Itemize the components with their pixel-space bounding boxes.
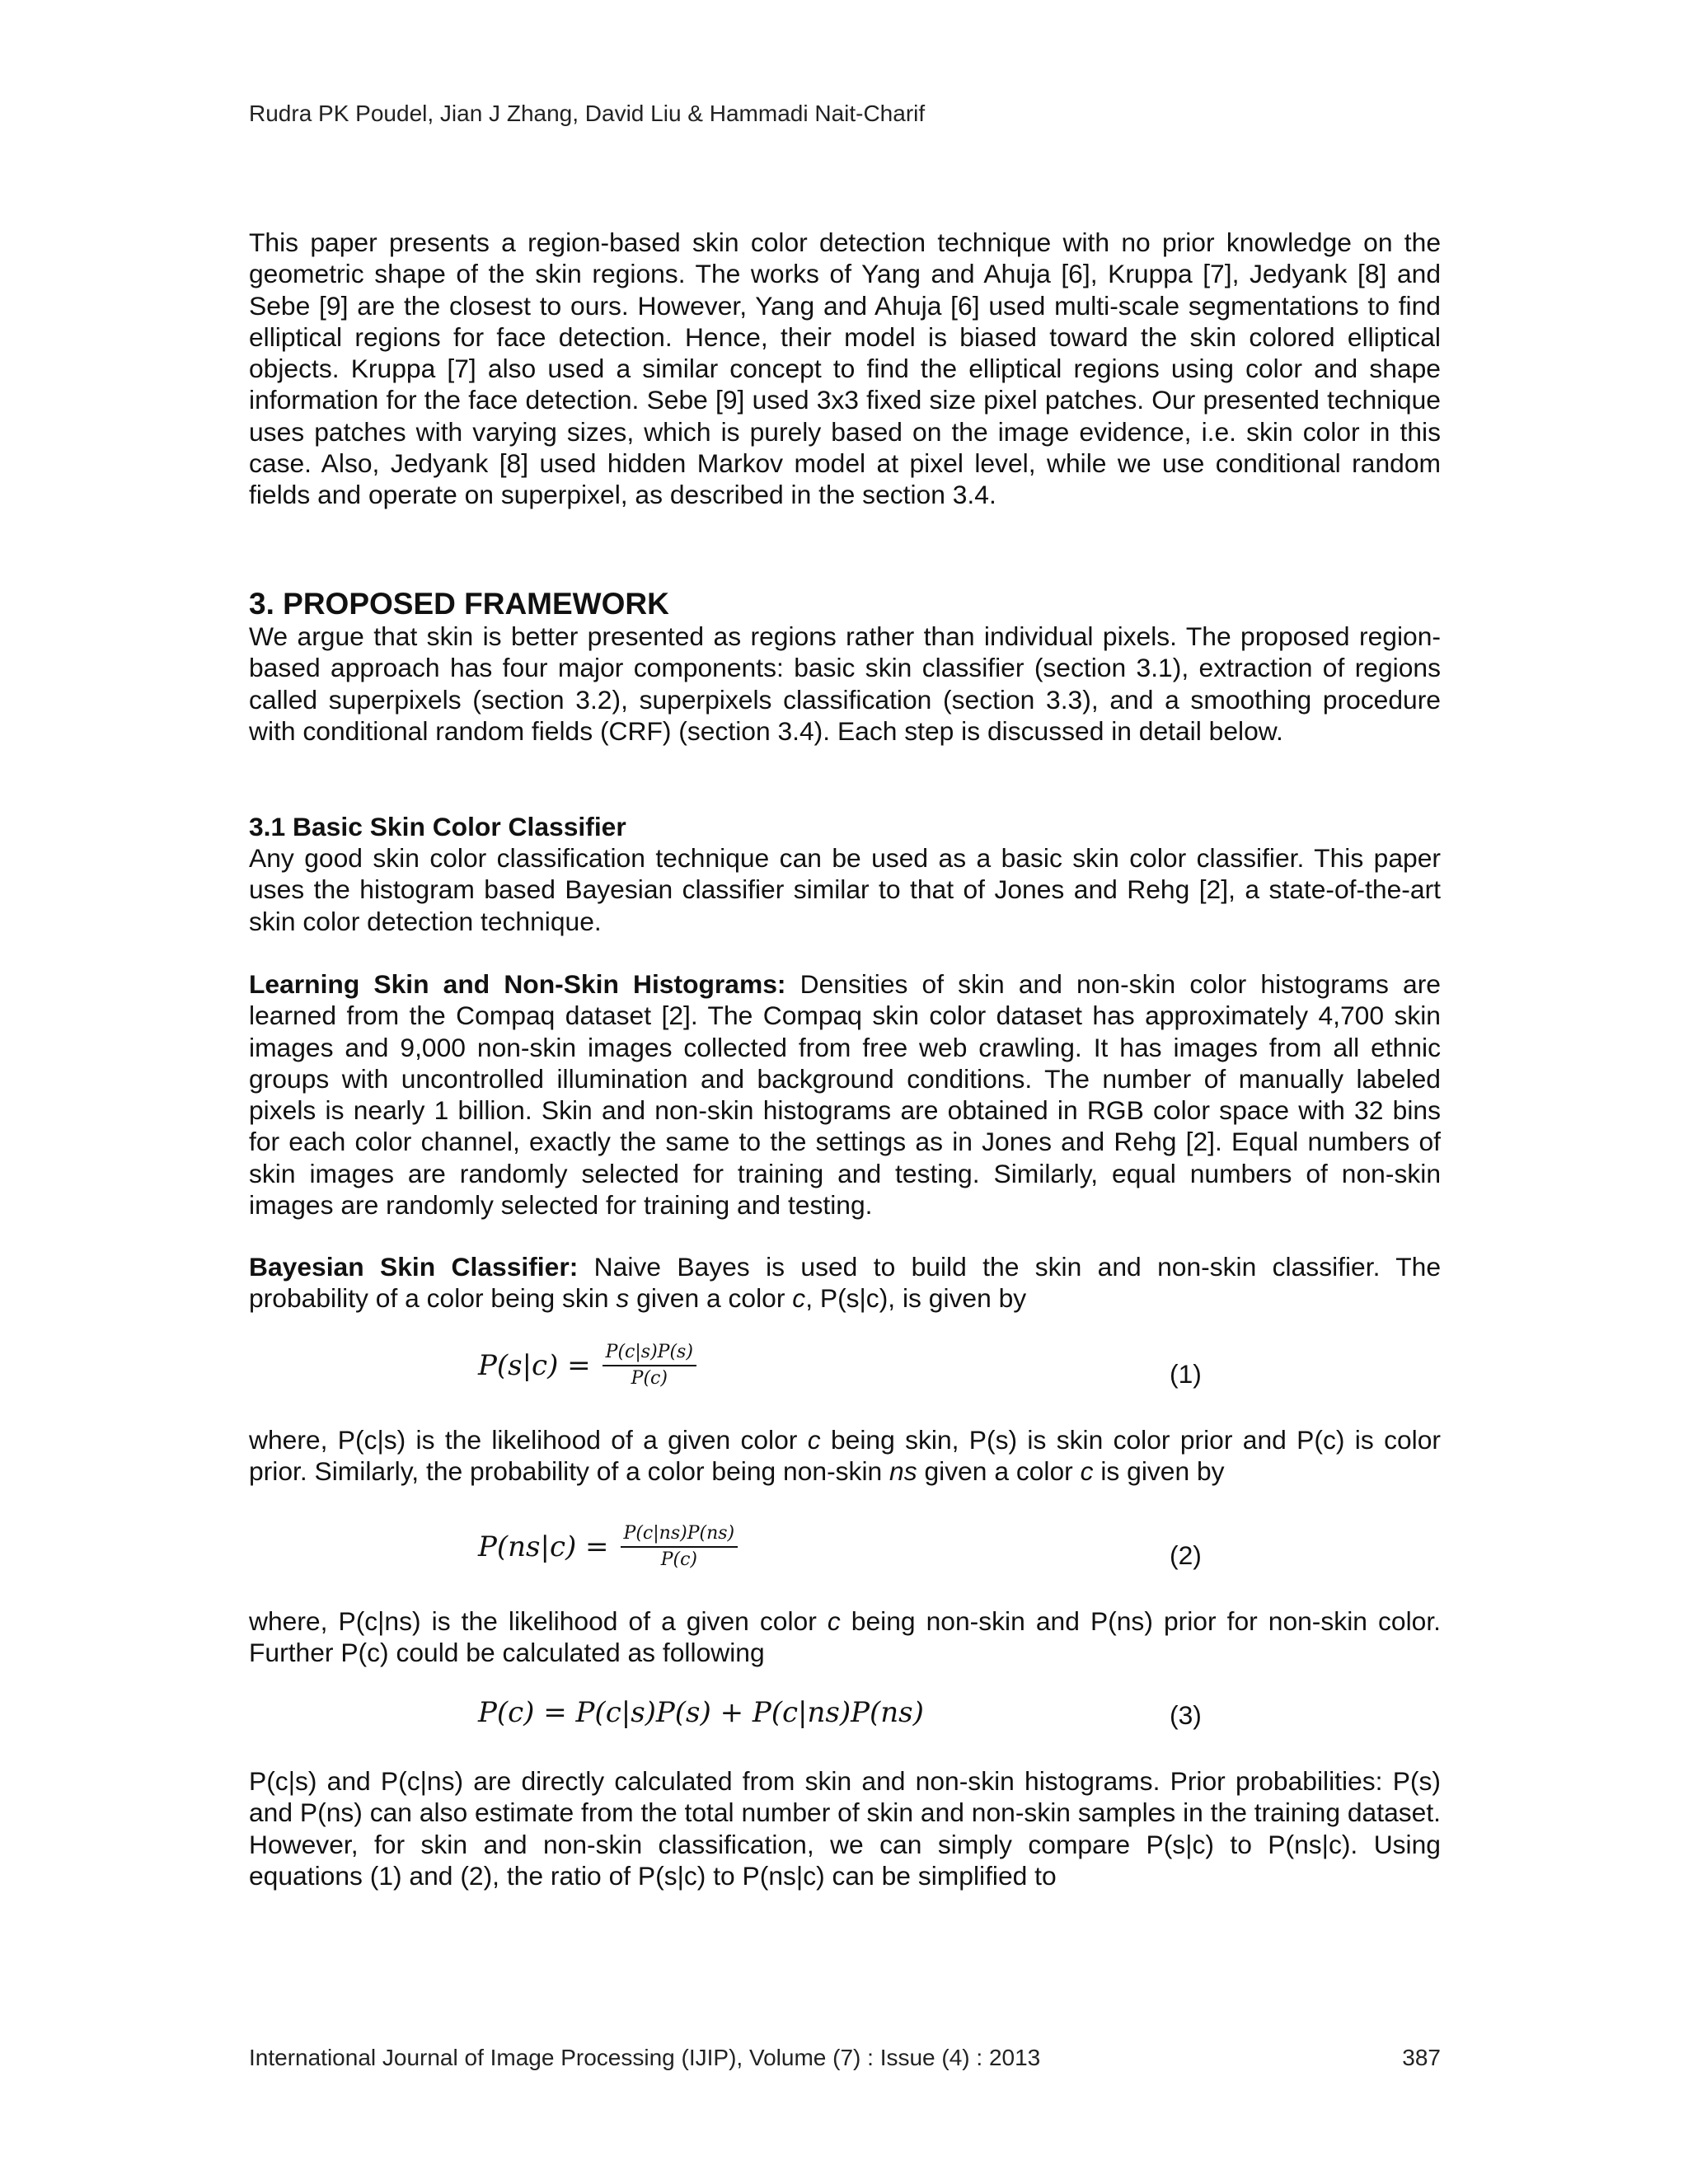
after-eq2-text-1: where, P(c|ns) is the likelihood of a given color xyxy=(249,1606,828,1636)
learning-histograms-text: Densities of skin and non-skin color histograms are learned from the Compaq dataset [2]. The Compaq skin color dataset has approximately 4,700 skin images and 9,000 non-skin images collected from free web crawling. It has images from all ethnic groups with uncontrolled illumination and background conditions. The number of manually labeled pixels is nearly 1 billion. Skin and non-skin histograms are obtained in RGB color space with 32 bins for each color channel, exactly the same to the settings as in Jones and Rehg [2]. Equal numbers of skin images are randomly selected for training and testing. Similarly, equal numbers of non-skin images are randomly selected for training and testing. xyxy=(249,969,1441,1221)
section-3-1-heading: 3.1 Basic Skin Color Classifier xyxy=(249,812,626,841)
intro-paragraph: This paper presents a region-based skin color detection technique with no prior knowledge on the geometric shape of the skin regions. The works of Yang and Ahuja [6], Kruppa [7], Jedyank [8] and Sebe [9] are the closest to ours. However, Yang and Ahuja [6] used multi-scale segmentations to find elliptical regions for face detection. Hence, their model is biased toward the skin colored elliptical objects. Kruppa [7] also used a similar concept to find the elliptical regions using color and shape information for the face detection. Sebe [9] used 3x3 fixed size pixel patches. Our presented technique uses patches with varying sizes, which is purely based on the image evidence, i.e. skin color in this case. Also, Jedyank [8] used hidden Markov model at pixel level, while we use conditional random fields and operate on superpixel, as described in the section 3.4. xyxy=(249,227,1441,510)
equation-2-numerator: P(c|ns)P(ns) xyxy=(621,1523,738,1548)
after-eq1-var-c: c xyxy=(807,1425,821,1455)
equation-3-expression: P(c) = P(c|s)P(s) + P(c|ns)P(ns) xyxy=(478,1696,924,1729)
equation-3-number: (3) xyxy=(1170,1700,1202,1730)
section-3-heading: 3. PROPOSED FRAMEWORK xyxy=(249,587,669,621)
equation-1-numerator: P(c|s)P(s) xyxy=(603,1342,696,1366)
after-equation-2-paragraph xyxy=(249,1605,1441,1669)
after-eq1-var-c2: c xyxy=(1080,1456,1094,1487)
equation-1-denominator: P(c) xyxy=(631,1368,668,1389)
after-equation-3-paragraph: P(c|s) and P(c|ns) are directly calculated from skin and non-skin histograms. Prior probabilities: P(s) and P(ns) can also estimate from the total number of skin and non-skin samples in the training dataset. However, for skin and non-skin classification, we can simply compare P(s|c) to P(ns|c). Using equations (1) and (2), the ratio of P(s|c) to P(ns|c) can be simplified to xyxy=(249,1766,1441,1891)
equation-2-number: (2) xyxy=(1170,1540,1202,1570)
equation-2-fraction xyxy=(621,1523,738,1571)
after-eq2-text-2: being non-skin and P(ns) prior for non-skin color. Further P(c) could be calculated as following xyxy=(249,1606,1441,1668)
bayesian-classifier-paragraph xyxy=(249,1251,1441,1315)
bayesian-text-3: , P(s|c), is given by xyxy=(805,1283,1027,1314)
bayesian-classifier-lead: Bayesian Skin Classifier: xyxy=(249,1252,579,1282)
equation-1-lhs: P(s|c) = xyxy=(478,1349,591,1382)
after-equation-1-paragraph xyxy=(249,1424,1441,1488)
footer-journal-citation: International Journal of Image Processing (IJIP), Volume (7) : Issue (4) : 2013 xyxy=(249,2045,1041,2070)
equation-1-number: (1) xyxy=(1170,1359,1202,1389)
learning-histograms-lead: Learning Skin and Non-Skin Histograms: xyxy=(249,969,786,999)
page-footer xyxy=(249,2044,1441,2072)
equation-1 xyxy=(478,1342,696,1390)
after-eq2-var-c: c xyxy=(827,1606,841,1636)
after-eq1-var-ns: ns xyxy=(889,1456,917,1487)
section-3-1-paragraph: Any good skin color classification technique can be used as a basic skin color classifier. This paper uses the histogram based Bayesian classifier similar to that of Jones and Rehg [2], a state-of-the-art skin color detection technique. xyxy=(249,843,1441,936)
equation-1-fraction xyxy=(603,1342,696,1390)
after-eq1-text-2: being skin, P(s) is skin color prior and P(c) is color prior. Similarly, the probability of a color being non-skin xyxy=(249,1425,1441,1487)
after-eq1-text-4: is given by xyxy=(1093,1456,1225,1487)
equation-2-denominator: P(c) xyxy=(660,1549,697,1570)
equation-2 xyxy=(478,1523,738,1571)
bayesian-text-1: Naive Bayes is used to build the skin and non-skin classifier. The probability of a color being skin xyxy=(249,1252,1441,1314)
footer-page-number: 387 xyxy=(1402,2045,1441,2070)
after-eq1-text-1: where, P(c|s) is the likelihood of a given color xyxy=(249,1425,808,1455)
equation-3 xyxy=(478,1696,924,1729)
var-c: c xyxy=(792,1283,806,1314)
bayesian-text-2: given a color xyxy=(629,1283,793,1314)
var-s: s xyxy=(616,1283,630,1314)
equation-2-lhs: P(ns|c) = xyxy=(478,1530,609,1563)
after-eq1-text-3: given a color xyxy=(917,1456,1081,1487)
running-header-authors: Rudra PK Poudel, Jian J Zhang, David Liu & Hammadi Nait-Charif xyxy=(249,101,926,126)
section-3-paragraph: We argue that skin is better presented as regions rather than individual pixels. The proposed region-based approach has four major components: basic skin classifier (section 3.1), extraction of regions called superpixels (section 3.2), superpixels classification (section 3.3), and a smoothing procedure with conditional random fields (CRF) (section 3.4). Each step is discussed in detail below. xyxy=(249,621,1441,746)
learning-histograms-paragraph xyxy=(249,968,1441,1221)
